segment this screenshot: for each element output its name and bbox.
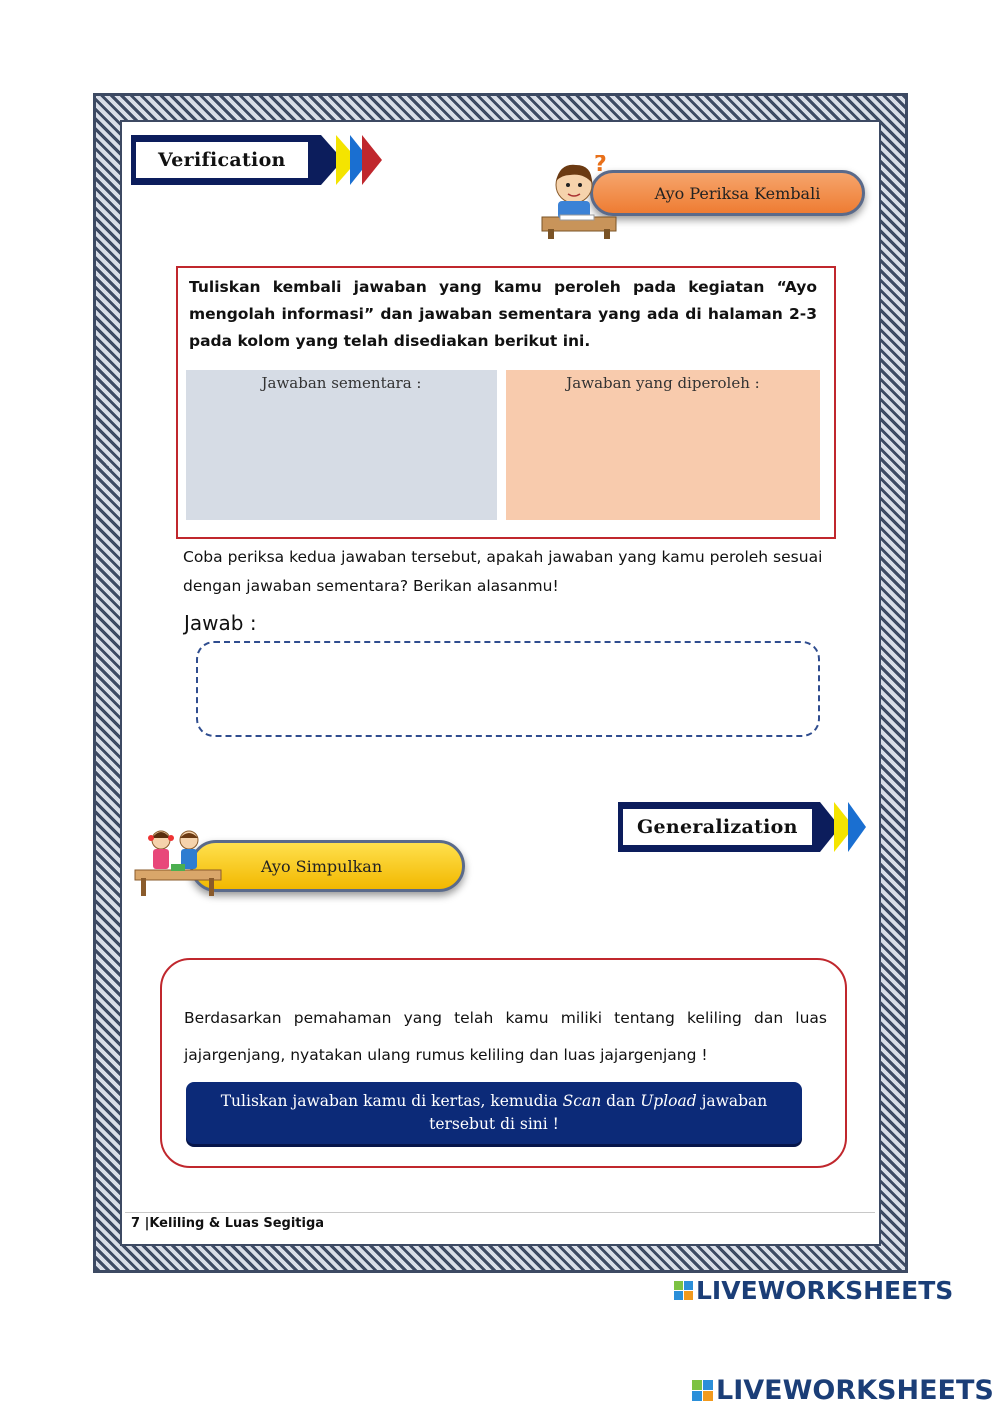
- task1-box: [176, 266, 836, 539]
- jawaban-diperoleh-label: Jawaban yang diperoleh :: [566, 374, 760, 392]
- pill-label: Ayo Simpulkan: [261, 856, 383, 876]
- children-studying-icon: [133, 826, 225, 898]
- jawaban-sementara-label: Jawaban sementara :: [261, 374, 422, 392]
- page-footer: 7 |Keliling & Luas Segitiga: [131, 1216, 325, 1231]
- chevron-red: [362, 135, 382, 185]
- liveworksheets-logo: [674, 1276, 953, 1305]
- generalization-banner: [618, 802, 820, 852]
- jawaban-diperoleh-column[interactable]: [506, 370, 820, 520]
- liveworksheets-wordmark: LIVEWORKSHEETS: [716, 1375, 994, 1406]
- upload-instruction-text: Tuliskan jawaban kamu di kertas, kemudia Scan dan Upload jawaban tersebut di sini !: [220, 1092, 768, 1133]
- ayo-periksa-kembali-pill: [590, 170, 865, 216]
- task3-prompt: Berdasarkan pemahaman yang telah kamu miliki tentang keliling dan luas jajargenjang, nyatakan ulang rumus keliling dan luas jajargenjang !: [184, 1009, 827, 1064]
- footer-divider: [125, 1212, 875, 1213]
- verification-banner: [131, 135, 321, 185]
- liveworksheets-logo: [692, 1375, 994, 1406]
- task3-box: [160, 958, 847, 1168]
- task2-question: Coba periksa kedua jawaban tersebut, apakah jawaban yang kamu peroleh sesuai dengan jawaban sementara? Berikan alasanmu!: [183, 548, 823, 595]
- svg-text:?: ?: [594, 155, 607, 177]
- ayo-simpulkan-pill: [190, 840, 465, 892]
- answer-input-box[interactable]: [196, 641, 820, 737]
- generalization-title: Generalization: [623, 809, 812, 845]
- verification-title: Verification: [136, 142, 308, 178]
- liveworksheets-icon: [692, 1380, 713, 1401]
- pill-label: Ayo Periksa Kembali: [654, 183, 821, 203]
- task1-prompt: Tuliskan kembali jawaban yang kamu peroleh pada kegiatan “Ayo mengolah informasi” dan jawaban sementara yang ada di halaman 2-3 pada kolom yang telah disediakan berikut ini.: [189, 278, 817, 350]
- upload-instruction-button[interactable]: [186, 1082, 802, 1144]
- liveworksheets-icon: [674, 1281, 693, 1300]
- thinking-child-icon: [540, 155, 620, 240]
- liveworksheets-wordmark: LIVEWORKSHEETS: [696, 1276, 954, 1305]
- chevron-blue: [848, 802, 866, 852]
- answer-label: Jawab :: [184, 611, 257, 635]
- jawaban-sementara-column[interactable]: [186, 370, 497, 520]
